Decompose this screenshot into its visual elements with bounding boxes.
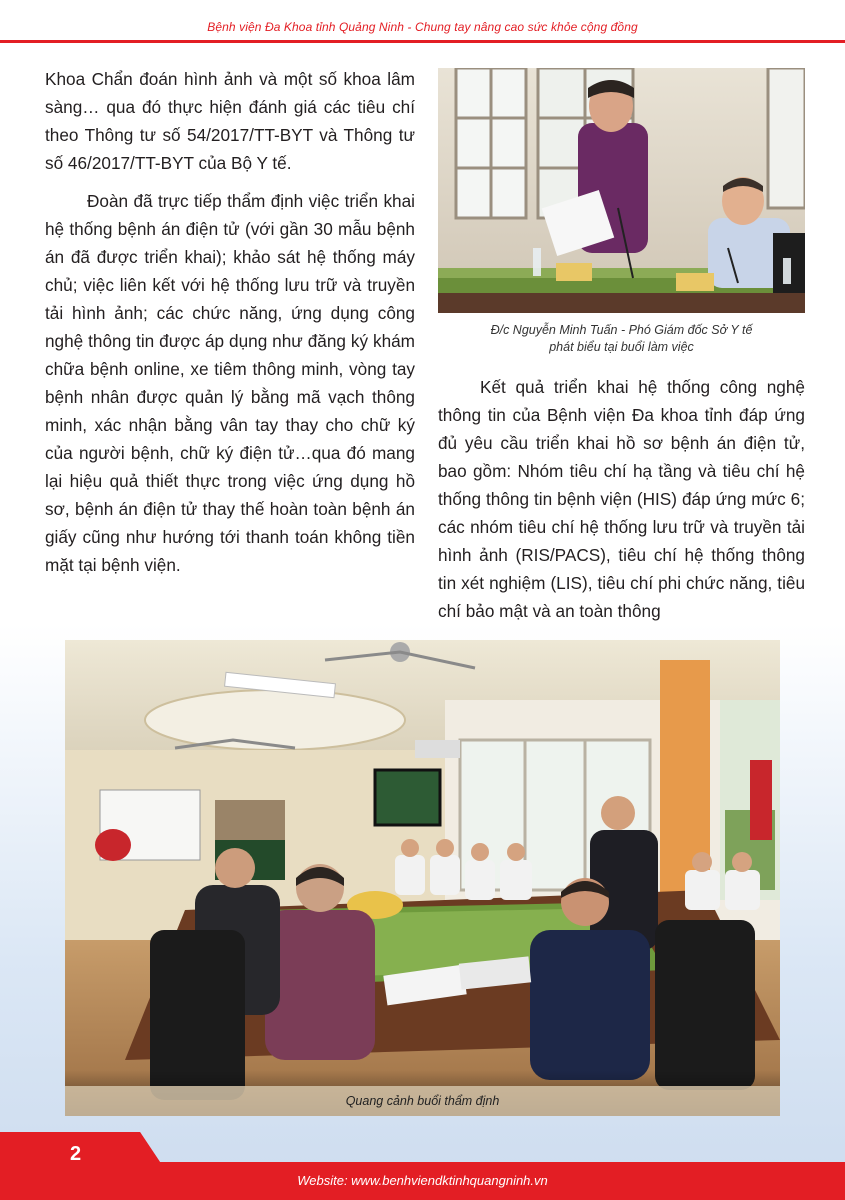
photo-meeting-caption: Quang cảnh buổi thẩm định [345, 1094, 500, 1108]
photo-speaker [438, 68, 805, 313]
page-number: 2 [70, 1143, 82, 1165]
photo-meeting [65, 640, 780, 1116]
photo-speaker-caption-line-1: Đ/c Nguyễn Minh Tuấn - Phó Giám đốc Sở Y tế [490, 323, 753, 337]
left-column [45, 65, 415, 579]
page-footer [0, 1132, 845, 1200]
photo-meeting-image [65, 640, 780, 1116]
photo-speaker-caption [438, 322, 805, 356]
left-paragraph-2: Đoàn đã trực tiếp thẩm định việc triển khai hệ thống bệnh án điện tử (với gần 30 mẫu bệnh án đã được triển khai); khảo sát hệ thống máy chủ; việc liên kết với hệ thống lưu trữ và truyền tải hình ảnh; các chức năng, ứng dụng công nghệ thông tin được áp dụng như đăng ký khám chữa bệnh online, xe tiêm thông minh, vòng tay bệnh nhân được quản lý bằng mã vạch thông minh, xác nhận bằng vân tay thay cho chữ ký của người bệnh, chữ ký điện tử…qua đó mang lại hiệu quả thiết thực trong việc ứng dụng hồ sơ, bệnh án điện tử thay thế hoàn toàn bệnh án giấy cũng như hướng tới thanh toán không tiền mặt tại bệnh viện. [45, 191, 415, 575]
page-header [0, 0, 845, 42]
left-paragraph-1: Khoa Chẩn đoán hình ảnh và một số khoa lâm sàng… qua đó thực hiện đánh giá các tiêu chí theo Thông tư số 54/2017/TT-BYT và Thông tư số 46/2017/TT-BYT của Bộ Y tế. [45, 69, 415, 173]
header-rule [0, 40, 845, 43]
header-title: Bệnh viện Đa Khoa tỉnh Quảng Ninh - Chung tay nâng cao sức khỏe cộng đồng [207, 20, 638, 34]
photo-speaker-image [438, 68, 805, 313]
footer-website[interactable]: Website: www.benhviendktinhquangninh.vn [297, 1173, 548, 1188]
photo-speaker-caption-line-2: phát biểu tại buổi làm việc [549, 340, 694, 354]
right-paragraph: Kết quả triển khai hệ thống công nghệ thông tin của Bệnh viện Đa khoa tỉnh đáp ứng đủ yêu cầu triển khai hồ sơ bệnh án điện tử, bao gồm: Nhóm tiêu chí hạ tầng và tiêu chí hệ thống thông tin bệnh viện (HIS) đáp ứng mức 6; các nhóm tiêu chí hệ thống lưu trữ và truyền tải hình ảnh (RIS/PACS), tiêu chí hệ thống thông tin xét nghiệm (LIS), tiêu chí phi chức năng, tiêu chí bảo mật và an toàn thông [438, 377, 805, 621]
footer-background [0, 1132, 845, 1200]
right-column [438, 373, 805, 625]
